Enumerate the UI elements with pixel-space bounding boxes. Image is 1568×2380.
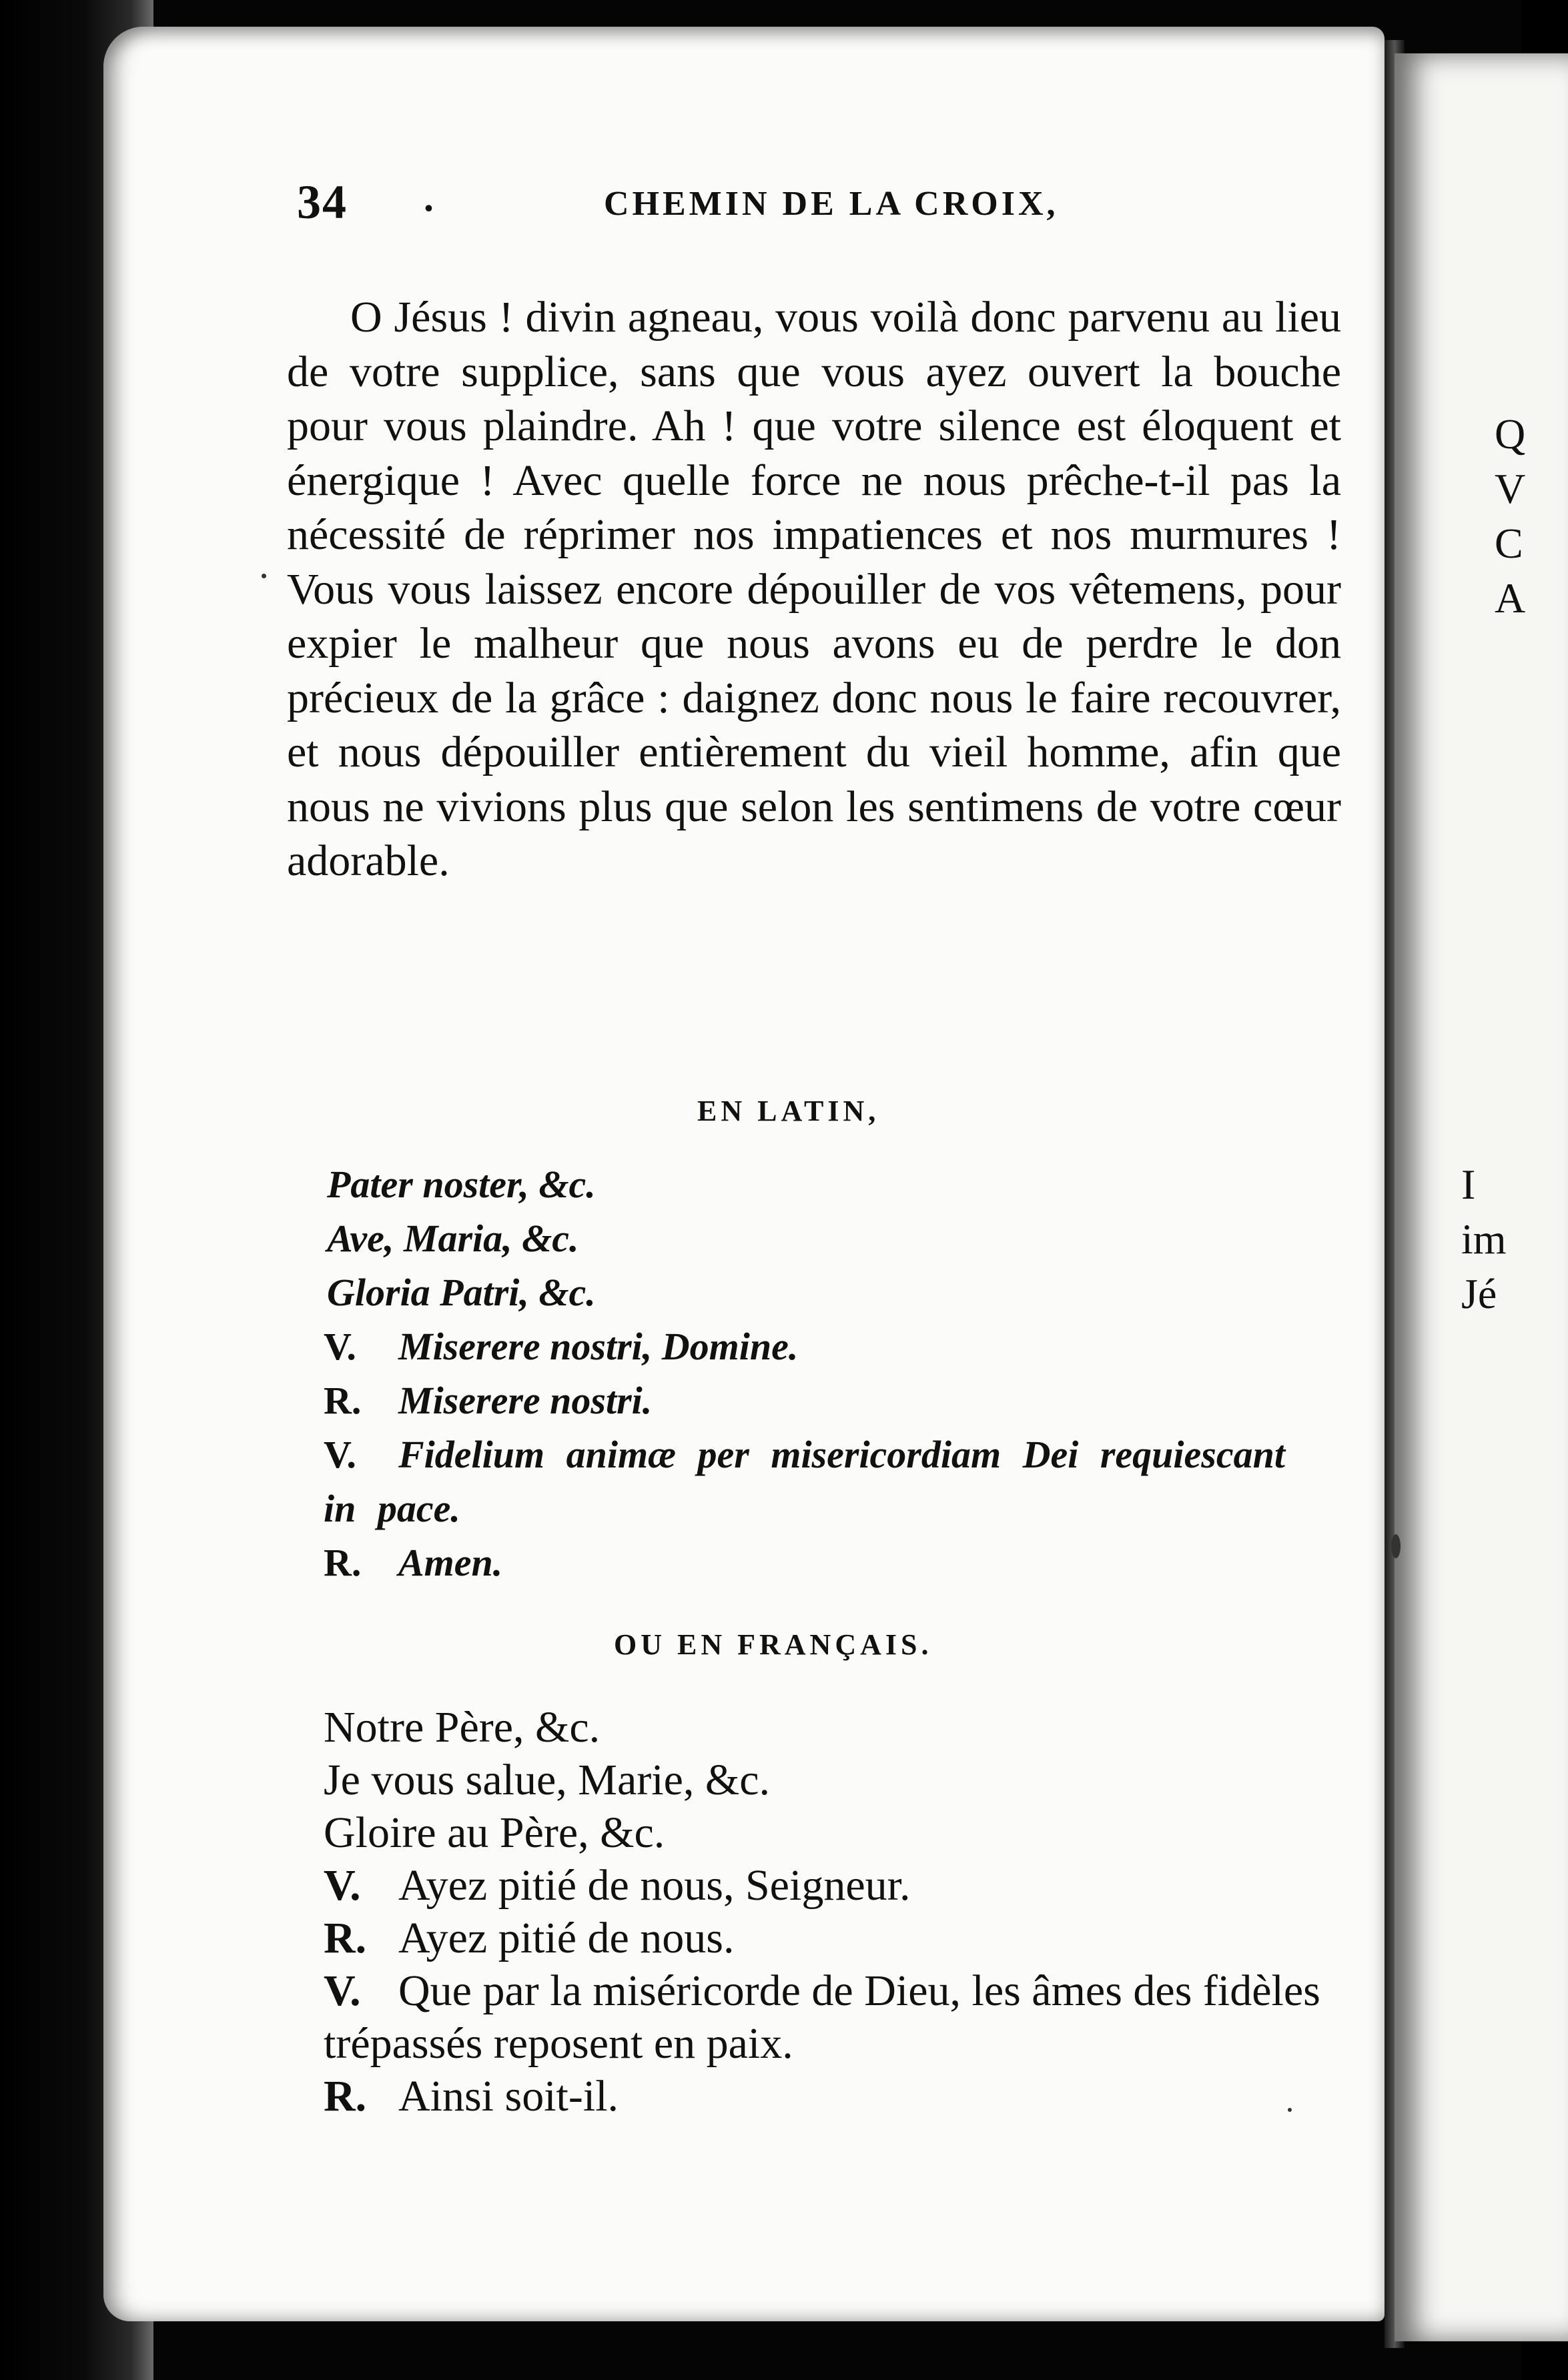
facing-page-fragment-top: Q V C A xyxy=(1495,410,1526,622)
page-number: 34 xyxy=(297,175,348,229)
latin-line-pater: Pater noster, &c. xyxy=(327,1163,596,1206)
print-speck xyxy=(1391,1534,1401,1558)
french-versicle-2: V. Que par la miséricorde de Dieu, les âmes des fidèles trépassés reposent en paix. xyxy=(264,1964,1344,2070)
response-mark: R. xyxy=(324,1914,367,1962)
versicle-mark: V. xyxy=(324,1861,361,1910)
head-separator: . xyxy=(424,175,434,219)
french-versicle-1: V. Ayez pitié de nous, Seigneur. xyxy=(264,1859,1344,1912)
running-title: CHEMIN DE LA CROIX, xyxy=(604,185,1059,223)
response-mark: R. xyxy=(324,1379,362,1422)
meditation-paragraph: O Jésus ! divin agneau, vous voilà donc parvenu au lieu de votre supplice, sans que vous ayez ouvert la bouche pour vous plaindre. Ah ! que votre silence est éloquent et énergique ! Avec quelle force ne nous prêche-t-il pas la nécessité de réprimer nos impatiences et nos murmures ! Vous vous laissez encore dépouiller de vos vêtemens, pour expier le malheur que nous avons eu de perdre le don précieux de la grâce : daignez donc nous le faire recouvrer, et nous dépouiller entièrement du vieil homme, afin que nous ne vivions plus que selon les sentimens de votre cœur adorable. xyxy=(287,293,1341,885)
latin-response-2: R. Amen. xyxy=(267,1536,1334,1590)
latin-line-gloria: Gloria Patri, &c. xyxy=(327,1271,596,1314)
print-speck xyxy=(262,574,266,578)
french-response-1: R. Ayez pitié de nous. xyxy=(264,1912,1344,1964)
french-section-heading: OU EN FRANÇAIS. xyxy=(614,1628,933,1661)
versicle-mark: V. xyxy=(324,1325,356,1368)
french-prayer-list xyxy=(264,1701,1344,2123)
latin-response-1: R. Miserere nostri. xyxy=(267,1373,1334,1427)
latin-section-heading: EN LATIN, xyxy=(697,1095,880,1127)
french-line-pere: Notre Père, &c. xyxy=(324,1703,601,1752)
latin-line-ave: Ave, Maria, &c. xyxy=(327,1217,579,1260)
latin-prayer-list xyxy=(267,1157,1334,1590)
running-head xyxy=(297,175,1338,228)
versicle-mark: V. xyxy=(324,1966,361,2015)
facing-page-fragment-mid: I im Jé xyxy=(1461,1161,1507,1317)
response-mark: R. xyxy=(324,1541,362,1584)
french-line-salue: Je vous salue, Marie, &c. xyxy=(324,1756,770,1804)
versicle-mark: V. xyxy=(324,1433,356,1476)
latin-versicle-1: V. Miserere nostri, Domine. xyxy=(267,1319,1334,1373)
latin-versicle-2: V. Fidelium animæ per misericordiam Dei requiescant in pace. xyxy=(267,1427,1334,1536)
french-line-gloire: Gloire au Père, &c. xyxy=(324,1808,665,1857)
print-speck xyxy=(1288,2108,1292,2112)
french-response-2: R. Ainsi soit-il. xyxy=(264,2070,1344,2123)
response-mark: R. xyxy=(324,2072,367,2121)
